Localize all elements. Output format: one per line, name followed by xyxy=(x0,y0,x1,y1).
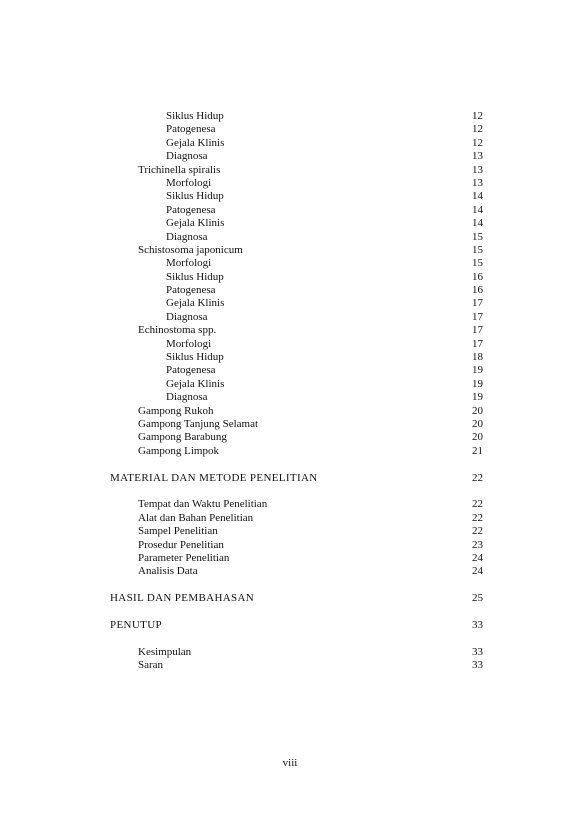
toc-entry xyxy=(0,338,580,351)
toc-entry-title: Tempat dan Waktu Penelitian xyxy=(138,498,268,511)
toc-entry-page: 22 xyxy=(472,511,483,524)
toc-entry-title: Gejala Klinis xyxy=(166,217,225,230)
toc-entry-title: Alat dan Bahan Penelitian xyxy=(138,511,254,524)
toc-entry-title: Morfologi xyxy=(166,176,212,189)
toc-entry xyxy=(0,123,580,136)
toc-spacer xyxy=(0,458,580,471)
toc-entry-page: 15 xyxy=(472,243,483,256)
toc-entry xyxy=(0,177,580,190)
toc-entry-title: Kesimpulan xyxy=(138,645,192,658)
toc-entry xyxy=(0,539,580,552)
toc-entry xyxy=(0,351,580,364)
toc-entry xyxy=(0,391,580,404)
toc-entry xyxy=(0,150,580,163)
toc-entry-title: Schistosoma japonicum xyxy=(138,243,243,256)
toc-entry xyxy=(0,498,580,511)
toc-entry-title: Trichinella spiralis xyxy=(138,163,221,176)
toc-entry-page: 13 xyxy=(472,163,483,176)
toc-entry-page: 33 xyxy=(472,645,483,658)
toc-entry-page: 14 xyxy=(472,190,483,203)
toc-entry-title: Morfologi xyxy=(166,337,212,350)
toc-spacer xyxy=(0,579,580,592)
toc-entry-title: Patogenesa xyxy=(166,123,216,136)
toc-entry-title: Gampong Limpok xyxy=(138,444,219,457)
toc-entry-page: 20 xyxy=(472,404,483,417)
toc-entry-title: MATERIAL DAN METODE PENELITIAN xyxy=(110,471,318,484)
toc-entry xyxy=(0,646,580,659)
toc-entry-title: PENUTUP xyxy=(110,618,162,631)
toc-entry-title: Gampong Rukoh xyxy=(138,404,214,417)
toc-entry-page: 22 xyxy=(472,525,483,538)
toc-entry-page: 19 xyxy=(472,377,483,390)
toc-entry-title: Diagnosa xyxy=(166,150,208,163)
toc-entry-page: 24 xyxy=(472,551,483,564)
toc-entry-title: Siklus Hidup xyxy=(166,190,224,203)
toc-entry xyxy=(0,284,580,297)
toc-entry-title: Echinostoma spp. xyxy=(138,324,217,337)
toc-entry xyxy=(0,231,580,244)
toc-entry-page: 33 xyxy=(472,659,483,672)
toc-entry xyxy=(0,324,580,337)
table-of-contents xyxy=(0,110,580,672)
toc-entry-title: Patogenesa xyxy=(166,284,216,297)
toc-entry-title: Gejala Klinis xyxy=(166,297,225,310)
toc-entry-page: 17 xyxy=(472,337,483,350)
toc-entry-page: 25 xyxy=(472,592,483,605)
toc-chapter xyxy=(0,619,580,632)
toc-entry-title: HASIL DAN PEMBAHASAN xyxy=(110,592,255,605)
toc-entry-page: 22 xyxy=(472,498,483,511)
toc-entry-title: Analisis Data xyxy=(138,565,198,578)
toc-entry xyxy=(0,431,580,444)
toc-entry-page: 19 xyxy=(472,364,483,377)
toc-entry xyxy=(0,190,580,203)
toc-entry-title: Gampong Barabung xyxy=(138,431,227,444)
toc-entry-page: 22 xyxy=(472,471,483,484)
toc-spacer xyxy=(0,632,580,645)
toc-entry-page: 20 xyxy=(472,431,483,444)
toc-entry-title: Gejala Klinis xyxy=(166,136,225,149)
toc-entry xyxy=(0,297,580,310)
toc-entry-page: 20 xyxy=(472,417,483,430)
toc-entry-page: 24 xyxy=(472,565,483,578)
toc-entry-page: 13 xyxy=(472,176,483,189)
toc-entry-title: Siklus Hidup xyxy=(166,351,224,364)
toc-entry-title: Diagnosa xyxy=(166,230,208,243)
toc-entry-page: 15 xyxy=(472,257,483,270)
toc-entry xyxy=(0,271,580,284)
toc-entry-page: 17 xyxy=(472,297,483,310)
toc-entry-title: Diagnosa xyxy=(166,391,208,404)
toc-entry xyxy=(0,565,580,578)
toc-entry-page: 19 xyxy=(472,391,483,404)
toc-entry xyxy=(0,378,580,391)
toc-entry-title: Siklus Hidup xyxy=(166,270,224,283)
toc-entry-title: Diagnosa xyxy=(166,310,208,323)
toc-entry xyxy=(0,525,580,538)
toc-entry xyxy=(0,110,580,123)
toc-entry xyxy=(0,257,580,270)
toc-entry-page: 14 xyxy=(472,217,483,230)
toc-entry-title: Patogenesa xyxy=(166,203,216,216)
toc-entry-title: Prosedur Penelitian xyxy=(138,538,224,551)
toc-entry-page: 13 xyxy=(472,150,483,163)
toc-entry xyxy=(0,164,580,177)
toc-entry-page: 15 xyxy=(472,230,483,243)
toc-entry xyxy=(0,244,580,257)
toc-entry xyxy=(0,364,580,377)
toc-entry-page: 16 xyxy=(472,270,483,283)
toc-entry-title: Saran xyxy=(138,659,164,672)
toc-entry-page: 14 xyxy=(472,203,483,216)
toc-chapter xyxy=(0,472,580,485)
toc-entry-title: Patogenesa xyxy=(166,364,216,377)
toc-entry-page: 12 xyxy=(472,123,483,136)
toc-entry-title: Sampel Penelitian xyxy=(138,525,218,538)
toc-entry-page: 18 xyxy=(472,351,483,364)
toc-spacer xyxy=(0,485,580,498)
toc-entry xyxy=(0,512,580,525)
toc-spacer xyxy=(0,605,580,618)
toc-entry-title: Morfologi xyxy=(166,257,212,270)
toc-entry xyxy=(0,311,580,324)
toc-entry-title: Parameter Penelitian xyxy=(138,551,230,564)
toc-entry xyxy=(0,659,580,672)
page-number: viii xyxy=(282,757,298,769)
toc-entry-title: Siklus Hidup xyxy=(166,110,224,122)
toc-entry xyxy=(0,204,580,217)
toc-entry xyxy=(0,137,580,150)
toc-entry-page: 33 xyxy=(472,618,483,631)
toc-entry xyxy=(0,405,580,418)
toc-entry xyxy=(0,217,580,230)
toc-entry-page: 23 xyxy=(472,538,483,551)
toc-entry xyxy=(0,418,580,431)
toc-entry-page: 17 xyxy=(472,310,483,323)
toc-chapter xyxy=(0,592,580,605)
toc-entry xyxy=(0,445,580,458)
toc-entry-page: 21 xyxy=(472,444,483,457)
toc-entry xyxy=(0,552,580,565)
toc-entry-page: 16 xyxy=(472,284,483,297)
toc-entry-page: 12 xyxy=(472,136,483,149)
toc-entry-page: 17 xyxy=(472,324,483,337)
toc-entry-title: Gampong Tanjung Selamat xyxy=(138,417,259,430)
toc-entry-title: Gejala Klinis xyxy=(166,377,225,390)
toc-entry-page: 12 xyxy=(472,110,483,122)
